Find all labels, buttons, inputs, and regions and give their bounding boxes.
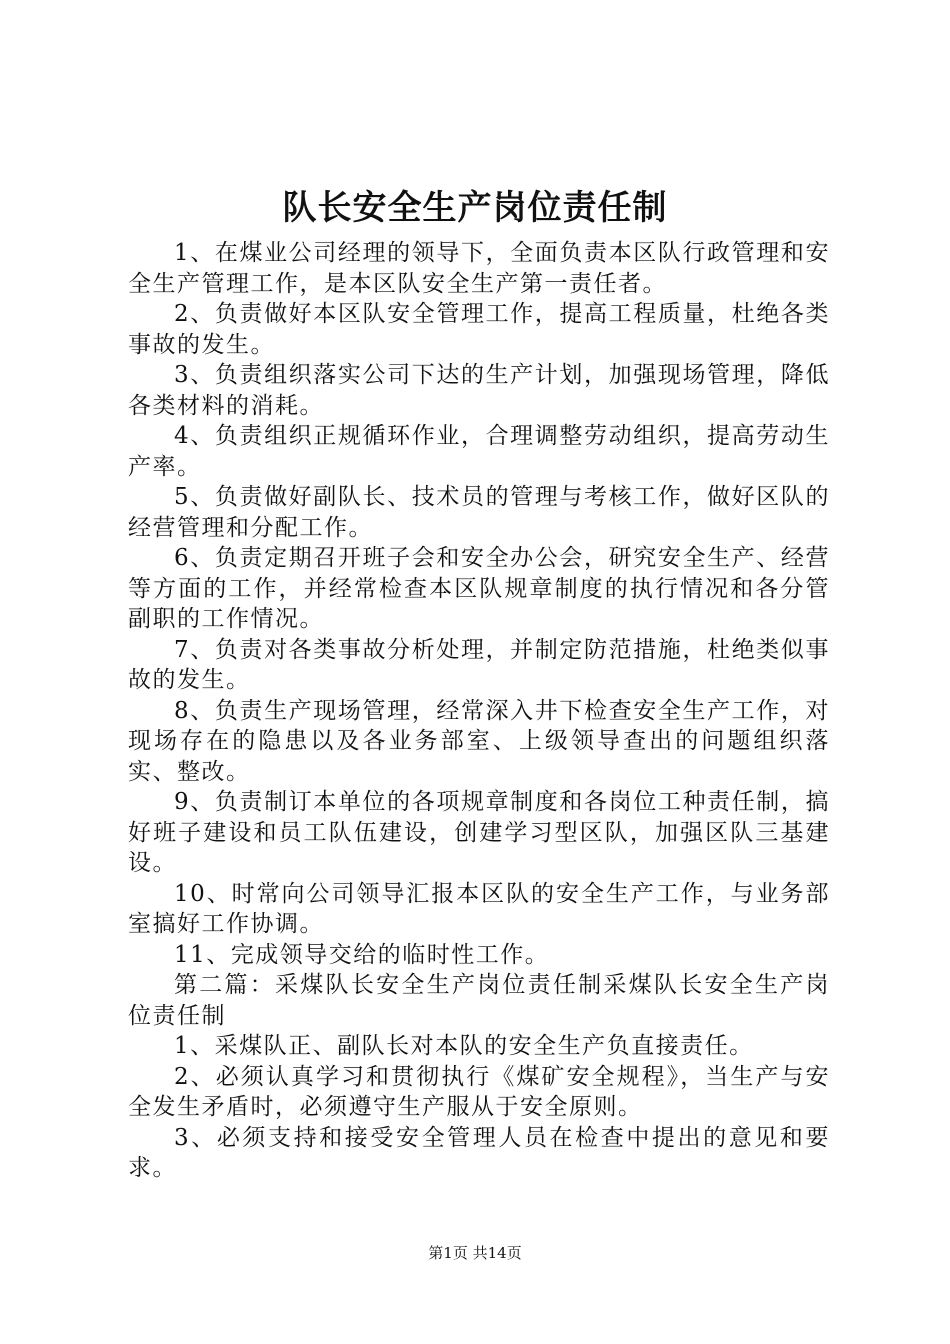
paragraph-11: 11、完成领导交给的临时性工作。 [174,941,550,968]
paragraph-5: 5、负责做好副队长、技术员的管理与考核工作，做好区队的经营管理和分配工作。 [128,484,830,541]
paragraph-4: 4、负责组织正规循环作业，合理调整劳动组织，提高劳动生产率。 [128,423,830,480]
document-title: 队长安全生产岗位责任制 [282,188,668,228]
paragraph-2-2: 2、必须认真学习和贯彻执行《煤矿安全规程》，当生产与安全发生矛盾时，必须遵守生产服从于安全原则。 [128,1063,830,1120]
paragraph-8: 8、负责生产现场管理，经常深入井下检查安全生产工作，对现场存在的隐患以及各业务部室、上级领导查出的问题组织落实、整改。 [128,697,830,785]
paragraph-7: 7、负责对各类事故分析处理，并制定防范措施，杜绝类似事故的发生。 [128,636,830,693]
document-body [128,238,830,1184]
paragraph-2: 2、负责做好本区队安全管理工作，提高工程质量，杜绝各类事故的发生。 [128,301,830,358]
page-number-footer: 第1页 共14页 [428,1244,522,1262]
paragraph-1: 1、在煤业公司经理的领导下，全面负责本区队行政管理和安全生产管理工作，是本区队安全生产第一责任者。 [128,240,830,297]
paragraph-2-1: 1、采煤队正、副队长对本队的安全生产负直接责任。 [174,1033,754,1059]
paragraph-6: 6、负责定期召开班子会和安全办公会，研究安全生产、经营等方面的工作，并经常检查本区队规章制度的执行情况和各分管副职的工作情况。 [128,545,830,632]
paragraph-3: 3、负责组织落实公司下达的生产计划，加强现场管理，降低各类材料的消耗。 [128,362,830,419]
paragraph-9: 9、负责制订本单位的各项规章制度和各岗位工种责任制，搞好班子建设和员工队伍建设，创建学习型区队，加强区队三基建设。 [128,789,830,876]
paragraph-10: 10、时常向公司领导汇报本区队的安全生产工作，与业务部室搞好工作协调。 [128,880,830,937]
paragraph-2-3: 3、必须支持和接受安全管理人员在检查中提出的意见和要求。 [128,1124,830,1181]
section-heading-second-part: 第二篇：采煤队长安全生产岗位责任制采煤队长安全生产岗位责任制 [128,972,830,1029]
